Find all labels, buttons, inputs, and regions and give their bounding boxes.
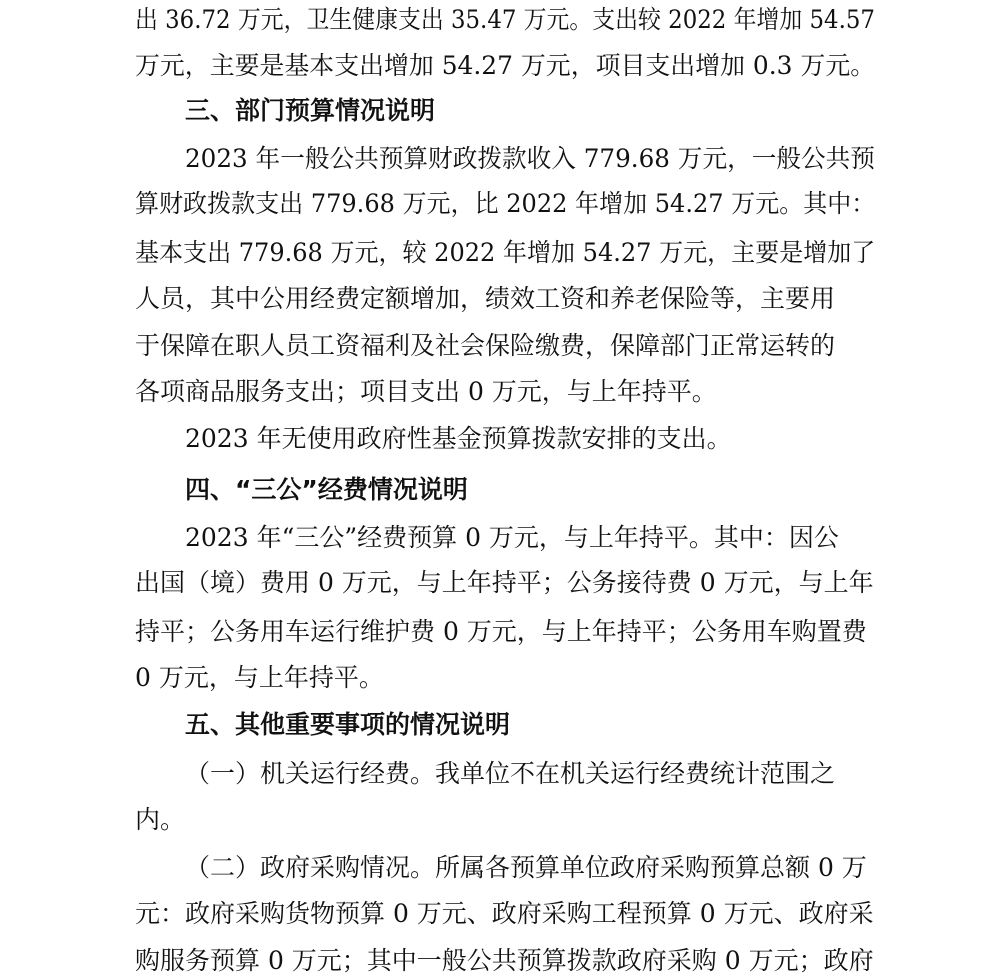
body-line: 算财政拨款支出 779.68 万元，比 2022 年增加 54.27 万元。其中： xyxy=(135,189,876,218)
body-line: 2023 年“三公”经费预算 0 万元，与上年持平。其中：因公 xyxy=(185,523,839,552)
body-line: （二）政府采购情况。所属各预算单位政府采购预算总额 0 万 xyxy=(185,853,867,882)
body-line: 出 36.72 万元，卫生健康支出 35.47 万元。支出较 2022 年增加 54.57 xyxy=(135,5,875,34)
body-line: 元：政府采购货物预算 0 万元、政府采购工程预算 0 万元、政府采 xyxy=(135,899,874,928)
section-heading: 三、部门预算情况说明 xyxy=(185,96,436,125)
body-line: （一）机关运行经费。我单位不在机关运行经费统计范围之 xyxy=(185,759,836,788)
body-line: 内。 xyxy=(135,805,186,834)
body-line: 万元，主要是基本支出增加 54.27 万元，项目支出增加 0.3 万元。 xyxy=(135,51,876,80)
section-heading: 五、其他重要事项的情况说明 xyxy=(185,710,511,739)
body-line: 基本支出 779.68 万元，较 2022 年增加 54.27 万元，主要是增加了 xyxy=(135,238,876,267)
body-line: 持平；公务用车运行维护费 0 万元，与上年持平；公务用车购置费 xyxy=(135,617,867,646)
body-line: 购服务预算 0 万元；其中一般公共预算拨款政府采购 0 万元；政府 xyxy=(135,946,874,975)
body-line: 0 万元，与上年持平。 xyxy=(135,663,384,692)
body-line: 2023 年无使用政府性基金预算拨款安排的支出。 xyxy=(185,424,732,453)
body-line: 出国（境）费用 0 万元，与上年持平；公务接待费 0 万元，与上年 xyxy=(135,568,874,597)
body-line: 人员，其中公用经费定额增加，绩效工资和养老保险等，主要用 xyxy=(135,284,836,313)
body-line: 各项商品服务支出；项目支出 0 万元，与上年持平。 xyxy=(135,377,717,406)
body-line: 于保障在职人员工资福利及社会保险缴费，保障部门正常运转的 xyxy=(135,331,836,360)
section-heading: 四、“三公”经费情况说明 xyxy=(185,475,468,504)
body-line: 2023 年一般公共预算财政拨款收入 779.68 万元，一般公共预 xyxy=(185,144,875,173)
